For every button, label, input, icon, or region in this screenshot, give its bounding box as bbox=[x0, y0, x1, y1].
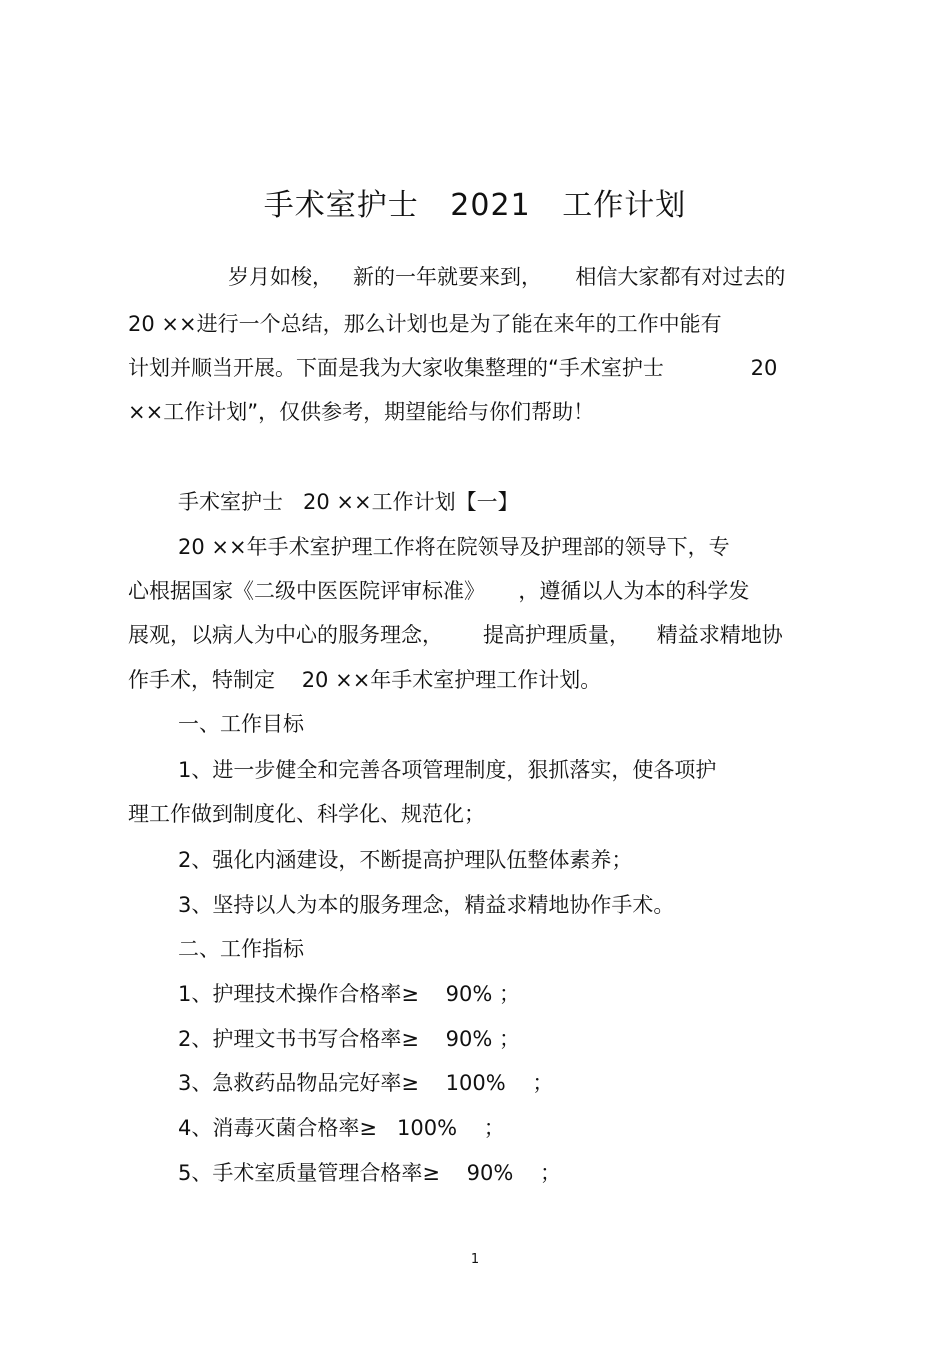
goal-item-1-cont: 理工作做到制度化、科学化、规范化； bbox=[128, 802, 485, 826]
indicator-item-3: 3、急救药品物品完好率≥ 100% ； bbox=[178, 1071, 554, 1095]
intro-line-1: 岁月如梭， 新的一年就要来到， 相信大家都有对过去的 bbox=[228, 265, 786, 289]
goal-item-1: 1、进一步健全和完善各项管理制度，狠抓落实，使各项护 bbox=[178, 758, 717, 782]
page-number: 1 bbox=[470, 1252, 480, 1267]
body-line-1: 20 ××年手术室护理工作将在院领导及护理部的领导下，专 bbox=[178, 535, 730, 559]
intro-line-2: 20 ××进行一个总结，那么计划也是为了能在来年的工作中能有 bbox=[128, 312, 722, 336]
indicator-item-5: 5、手术室质量管理合格率≥ 90% ； bbox=[178, 1161, 562, 1185]
intro-line-3: 计划并顺当开展。下面是我为大家收集整理的“手术室护士 20 bbox=[128, 356, 778, 380]
goals-heading: 一、工作目标 bbox=[178, 712, 304, 736]
indicators-heading: 二、工作指标 bbox=[178, 937, 304, 961]
body-line-4: 作手术，特制定 20 ××年手术室护理工作计划。 bbox=[128, 668, 602, 692]
goal-item-3: 3、坚持以人为本的服务理念，精益求精地协作手术。 bbox=[178, 893, 675, 917]
indicator-item-4: 4、消毒灭菌合格率≥ 100% ； bbox=[178, 1116, 505, 1140]
indicator-item-2: 2、护理文书书写合格率≥ 90% ； bbox=[178, 1027, 521, 1051]
body-line-2: 心根据国家《二级中医医院评审标准》 ，遵循以人为本的科学发 bbox=[128, 579, 750, 603]
body-line-3: 展观，以病人为中心的服务理念， 提高护理质量， 精益求精地协 bbox=[128, 623, 783, 647]
document-title: 手术室护士 2021 工作计划 bbox=[263, 188, 687, 223]
intro-line-4: ××工作计划”，仅供参考，期望能给与你们帮助！ bbox=[128, 400, 595, 424]
indicator-item-1: 1、护理技术操作合格率≥ 90% ； bbox=[178, 982, 521, 1006]
section-heading: 手术室护士 20 ××工作计划【一】 bbox=[178, 490, 519, 514]
goal-item-2: 2、强化内涵建设，不断提高护理队伍整体素养； bbox=[178, 848, 633, 872]
